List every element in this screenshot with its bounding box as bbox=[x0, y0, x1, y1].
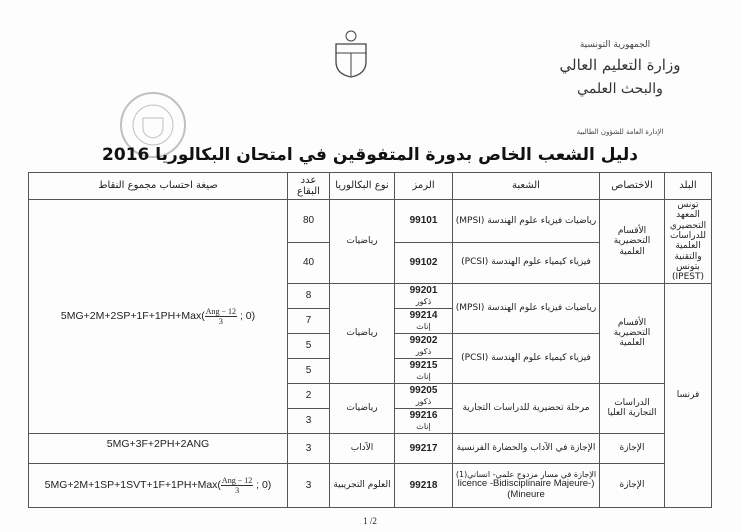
seats-cell: 5 bbox=[288, 333, 330, 358]
code-cell: 99214 إناث bbox=[395, 308, 453, 333]
branch-cell: الإجازة في مسار مزدوج علمي- انساني(1) (licence -Bidisciplinaire Majeure-Mineure) bbox=[453, 463, 600, 507]
seats-cell: 3 bbox=[288, 408, 330, 433]
bac-type-cell: الآداب bbox=[330, 433, 395, 463]
formula-cell: 5MG+2M+1SP+1SVT+1F+1PH+Max( $\frac{\text{Ang − 12}}{3}$ ; 0) bbox=[29, 463, 288, 507]
code-cell: 99216 إناث bbox=[395, 408, 453, 433]
formula-cell: 5MG+3F+2PH+2ANG bbox=[29, 433, 288, 463]
branch-cell: فيزياء كيمياء علوم الهندسة (PCSI) bbox=[453, 242, 600, 283]
col-country: البلد bbox=[665, 173, 712, 200]
seats-cell: 7 bbox=[288, 308, 330, 333]
ministry-name-2: والبحث العلمي bbox=[577, 81, 663, 97]
specialty-cell: الأقسام التحضيرية العلمية bbox=[600, 200, 665, 284]
directorate-label: الإدارة العامة للشؤون الطالبية bbox=[576, 128, 664, 136]
country-cell: تونس المعهد التحضيري للدراسات العلمية والتقنية بتونس (IPEST) bbox=[665, 200, 712, 284]
country-cell: فرنسا bbox=[665, 283, 712, 507]
specialty-cell: الدراسات التجارية العليا bbox=[600, 383, 665, 433]
code-cell: 99101 bbox=[395, 200, 453, 243]
seats-cell: 8 bbox=[288, 283, 330, 308]
page-number: 1 /2 bbox=[363, 515, 377, 526]
bac-type-cell: رياضيات bbox=[330, 283, 395, 383]
table-header-row bbox=[29, 173, 712, 200]
col-specialty: الاختصاص bbox=[600, 173, 665, 200]
table-area bbox=[28, 172, 712, 532]
branch-cell: رياضيات فيزياء علوم الهندسة (MPSI) bbox=[453, 283, 600, 333]
branches-table bbox=[28, 172, 712, 508]
specialty-cell: الأقسام التحضيرية العلمية bbox=[600, 283, 665, 383]
specialty-cell: الإجازة bbox=[600, 463, 665, 507]
seats-cell: 3 bbox=[288, 463, 330, 507]
seats-cell: 2 bbox=[288, 383, 330, 408]
formula-fraction: $\frac{\text{Ang − 12}}{3}$ bbox=[221, 475, 253, 495]
code-cell: 99201 ذكور bbox=[395, 283, 453, 308]
formula-text: 5MG+2M+2SP+1F+1PH+Max( bbox=[60, 310, 205, 323]
code-cell: 99218 bbox=[395, 463, 453, 507]
tunisia-emblem-icon bbox=[330, 28, 372, 78]
document-title: دليل الشعب الخاص بدورة المتفوقين في امتحان البكالوريا 2016 bbox=[102, 145, 638, 165]
bac-type-cell: رياضيات bbox=[330, 383, 395, 433]
code-cell: 99217 bbox=[395, 433, 453, 463]
col-bac-type: نوع البكالوريا bbox=[330, 173, 395, 200]
bac-type-cell: رياضيات bbox=[330, 200, 395, 284]
col-branch: الشعبة bbox=[453, 173, 600, 200]
code-cell: 99215 إناث bbox=[395, 358, 453, 383]
branch-cell: الإجازة في الآداب والحضارة الفرنسية bbox=[453, 433, 600, 463]
seats-cell: 5 bbox=[288, 358, 330, 383]
seats-cell: 80 bbox=[288, 200, 330, 243]
branch-cell: فيزياء كيمياء علوم الهندسة (PCSI) bbox=[453, 333, 600, 383]
bac-type-cell: العلوم التجريبية bbox=[330, 463, 395, 507]
table-row bbox=[29, 433, 712, 463]
republic-label: الجمهورية التونسية bbox=[579, 40, 651, 50]
col-seats: عدد البقاع bbox=[288, 173, 330, 200]
formula-fraction: $\frac{\text{Ang − 12}}{3}$ bbox=[205, 306, 237, 326]
specialty-cell: الإجازة bbox=[600, 433, 665, 463]
seats-cell: 3 bbox=[288, 433, 330, 463]
table-row bbox=[29, 200, 712, 243]
code-cell: 99205 ذكور bbox=[395, 383, 453, 408]
col-code: الرمز bbox=[395, 173, 453, 200]
branch-cell: مرحلة تحضيرية للدراسات التجارية bbox=[453, 383, 600, 433]
code-cell: 99102 bbox=[395, 242, 453, 283]
ministry-name: وزارة التعليم العالي bbox=[559, 56, 681, 74]
code-cell: 99202 ذكور bbox=[395, 333, 453, 358]
col-formula: صيغة احتساب مجموع النقاط bbox=[29, 173, 288, 200]
branch-cell: رياضيات فيزياء علوم الهندسة (MPSI) bbox=[453, 200, 600, 243]
seats-cell: 40 bbox=[288, 242, 330, 283]
formula-cell: 5MG+2M+2SP+1F+1PH+Max( $\frac{\text{Ang − 12}}{3}$ ; 0) bbox=[29, 200, 288, 434]
table-row bbox=[29, 463, 712, 507]
